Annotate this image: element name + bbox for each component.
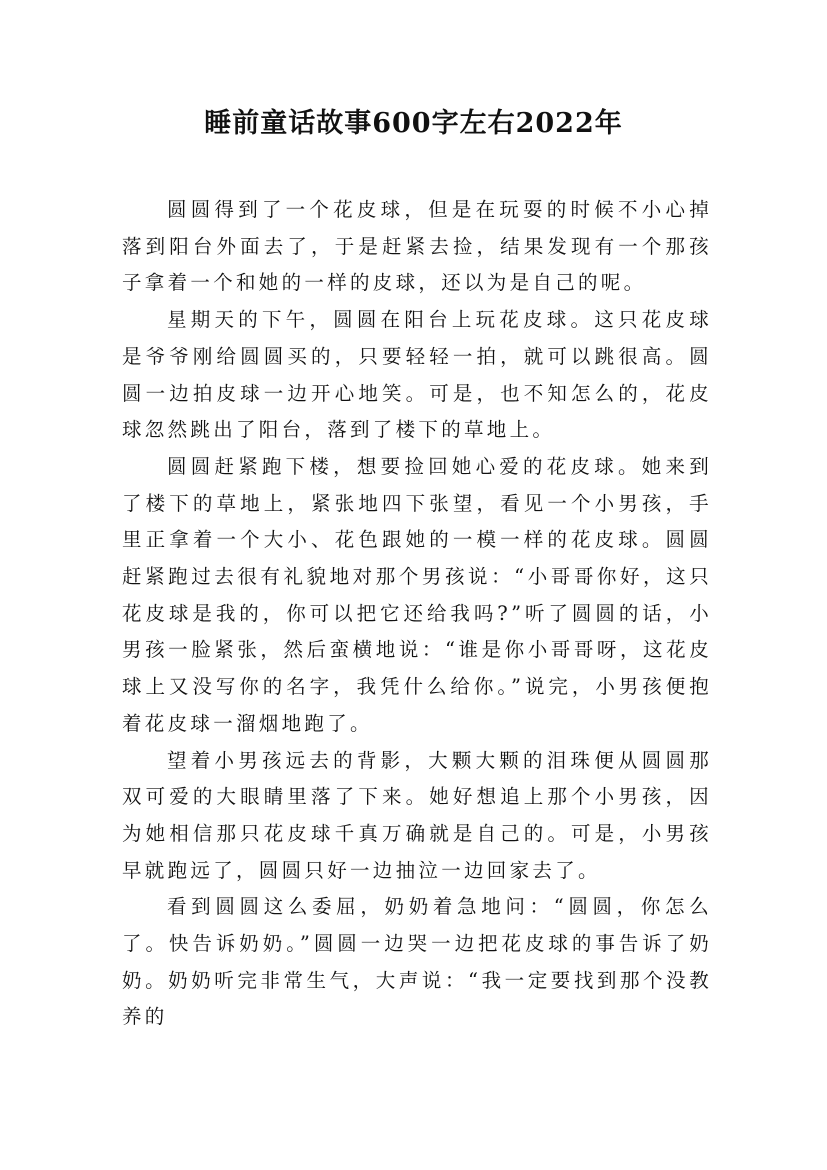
document-title: 睡前童话故事600字左右2022年 xyxy=(204,108,623,139)
paragraph: 圆圆赶紧跑下楼，想要捡回她心爱的花皮球。她来到了楼下的草地上，紧张地四下张望，看见一个小男孩，手里正拿着一个大小、花色跟她的一模一样的花皮球。圆圆赶紧跑过去很有礼貌地对那个男孩说：“小哥哥你好，这只花皮球是我的，你可以把它还给我吗?”听了圆圆的话，小男孩一脸紧张，然后蛮横地说：“谁是你小哥哥呀，这花皮球上又没写你的名字，我凭什么给你。”说完，小男孩便抱着花皮球一溜烟地跑了。 xyxy=(122,454,712,735)
paragraph: 望着小男孩远去的背影，大颗大颗的泪珠便从圆圆那双可爱的大眼睛里落了下来。她好想追上那个小男孩，因为她相信那只花皮球千真万确就是自己的。可是，小男孩早就跑远了，圆圆只好一边抽泣一边回家去了。 xyxy=(122,748,712,882)
paragraph: 圆圆得到了一个花皮球，但是在玩耍的时候不小心掉落到阳台外面去了，于是赶紧去捡，结果发现有一个那孩子拿着一个和她的一样的皮球，还以为是自己的呢。 xyxy=(122,198,712,295)
paragraph: 星期天的下午，圆圆在阳台上玩花皮球。这只花皮球是爷爷刚给圆圆买的，只要轻轻一拍，就可以跳很高。圆圆一边拍皮球一边开心地笑。可是，也不知怎么的，花皮球忽然跳出了阳台，落到了楼下的草地上。 xyxy=(122,308,712,442)
paragraph: 看到圆圆这么委屈，奶奶着急地问：“圆圆，你怎么了。快告诉奶奶。”圆圆一边哭一边把花皮球的事告诉了奶奶。奶奶听完非常生气，大声说：“我一定要找到那个没教养的 xyxy=(122,895,712,1029)
document-body xyxy=(122,192,712,1036)
